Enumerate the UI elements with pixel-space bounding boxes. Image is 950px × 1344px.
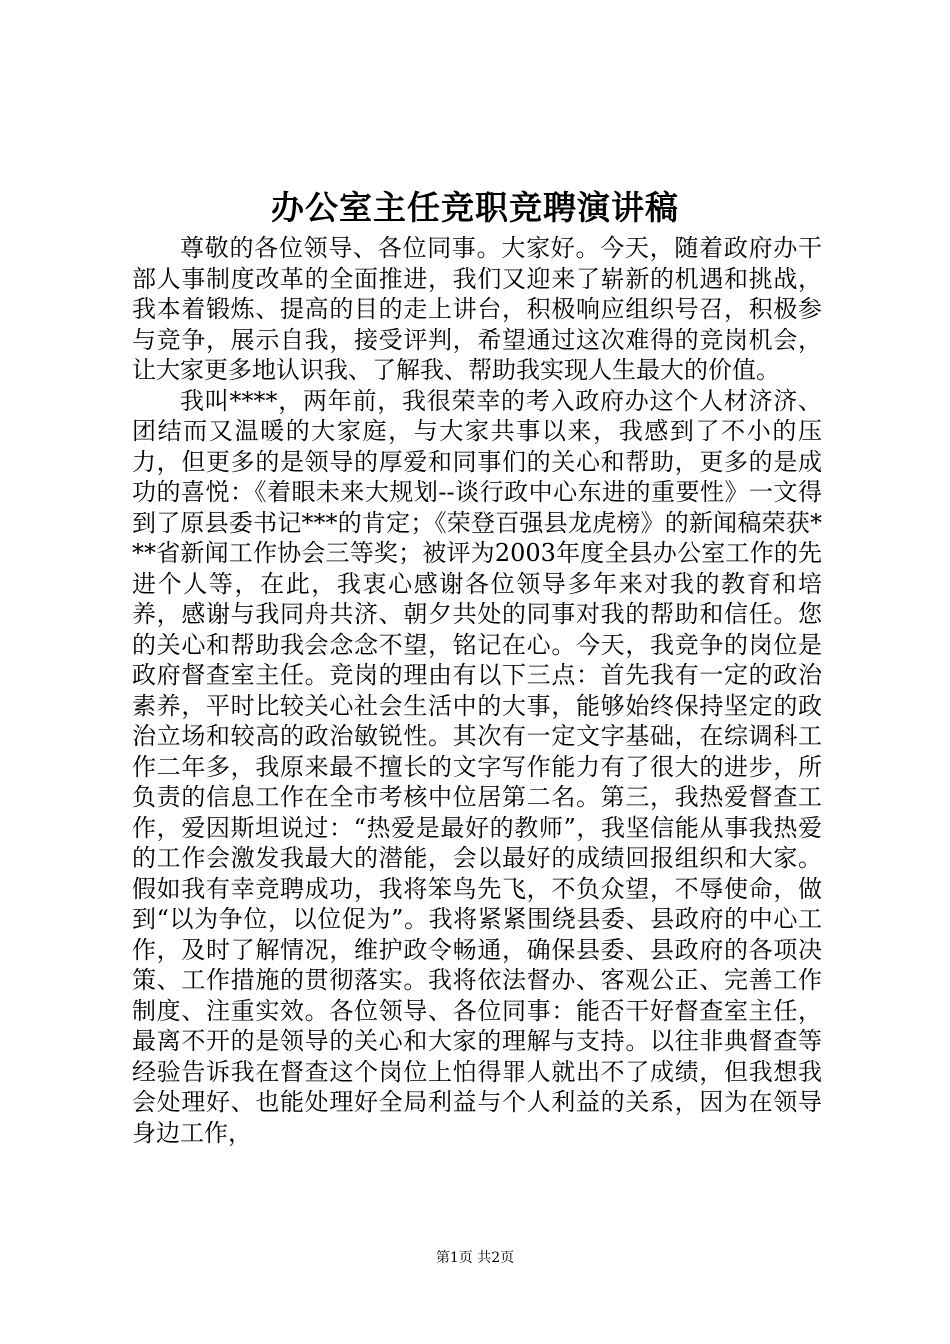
paragraph-greeting: 尊敬的各位领导、各位同事。大家好。今天，随着政府办干部人事制度改革的全面推进，我们又迎来了崭新的机遇和挑战，我本着锻炼、提高的目的走上讲台，积极响应组织号召，积极参与竞争，展示自我，接受评判，希望通过这次难得的竞岗机会，让大家更多地认识我、了解我、帮助我实现人生最大的价值。 xyxy=(132,234,822,384)
paragraph-self-introduction: 我叫****，两年前，我很荣幸的考入政府办这个人材济济、团结而又温暖的大家庭，与大家共事以来，我感到了不小的压力，但更多的是领导的厚爱和同事们的关心和帮助，更多的是成功的喜悦：《着眼未来大规划--谈行政中心东进的重要性》一文得到了原县委书记***的肯定；《荣登百强县龙虎榜》的新闻稿荣获***省新闻工作协会三等奖；被评为2003年度全县办公室工作的先进个人等，在此，我衷心感谢各位领导多年来对我的教育和培养，感谢与我同舟共济、朝夕共处的同事对我的帮助和信任。您的关心和帮助我会念念不望，铭记在心。今天，我竞争的岗位是政府督查室主任。竞岗的理由有以下三点：首先我有一定的政治素养，平时比较关心社会生活中的大事，能够始终保持坚定的政治立场和较高的政治敏锐性。其次有一定文字基础，在综调科工作二年多，我原来最不擅长的文字写作能力有了很大的进步，所负责的信息工作在全市考核中位居第二名。第三，我热爱督查工作，爱因斯坦说过：“热爱是最好的教师”，我坚信能从事我热爱的工作会激发我最大的潜能，会以最好的成绩回报组织和大家。假如我有幸竞聘成功，我将笨鸟先飞，不负众望，不辱使命，做到“以为争位，以位促为”。我将紧紧围绕县委、县政府的中心工作，及时了解情况，维护政令畅通，确保县委、县政府的各项决策、工作措施的贯彻落实。我将依法督办、客观公正、完善工作制度、注重实效。各位领导、各位同事：能否干好督查室主任，最离不开的是领导的关心和大家的理解与支持。以往非典督查等经验告诉我在督查这个岗位上怕得罪人就出不了成绩，但我想我会处理好、也能处理好全局利益与个人利益的关系，因为在领导身边工作， xyxy=(132,386,822,1147)
document-title: 办公室主任竞职竞聘演讲稿 xyxy=(271,188,679,227)
document-body xyxy=(132,233,822,1148)
page-footer: 第1页 共2页 xyxy=(435,1250,515,1266)
